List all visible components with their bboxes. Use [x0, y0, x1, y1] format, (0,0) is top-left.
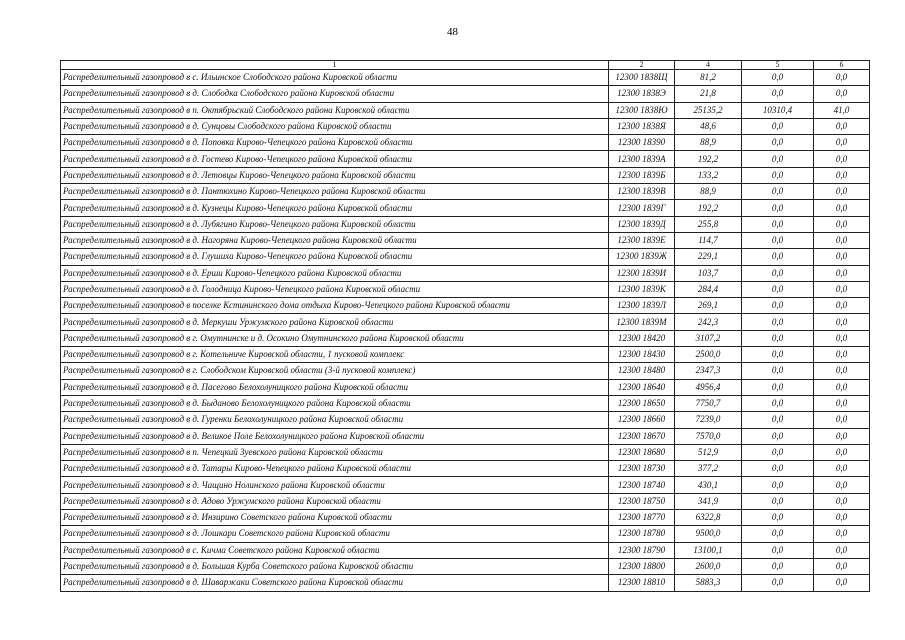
value-col4-cell: 48,6 — [675, 118, 742, 134]
table-row — [61, 314, 870, 330]
object-name-cell: Распределительный газопровод в д. Нагоряна Кирово-Чепецкого района Кировской области — [61, 232, 609, 248]
value-col4-cell: 88,9 — [675, 184, 742, 200]
column-header-4: 4 — [675, 61, 742, 70]
table-row — [61, 249, 870, 265]
object-name-cell: Распределительный газопровод в п. Чепецкий Зуевского района Кировской области — [61, 444, 609, 460]
value-col4-cell: 430,1 — [675, 477, 742, 493]
value-col4-cell: 229,1 — [675, 249, 742, 265]
object-code-cell: 12300 18790 — [609, 542, 675, 558]
object-name-cell: Распределительный газопровод в д. Лошкари Советского района Кировской области — [61, 526, 609, 542]
column-header-6: 6 — [814, 61, 870, 70]
value-col6-cell: 0,0 — [814, 412, 870, 428]
value-col5-cell: 0,0 — [742, 558, 814, 574]
table-row — [61, 575, 870, 591]
value-col5-cell: 0,0 — [742, 363, 814, 379]
value-col5-cell: 0,0 — [742, 461, 814, 477]
value-col6-cell: 0,0 — [814, 428, 870, 444]
table-row — [61, 395, 870, 411]
table-row — [61, 135, 870, 151]
table-row — [61, 330, 870, 346]
table-row — [61, 428, 870, 444]
value-col6-cell: 0,0 — [814, 298, 870, 314]
value-col4-cell: 103,7 — [675, 265, 742, 281]
object-name-cell: Распределительный газопровод в с. Ильинское Слободского района Кировской области — [61, 70, 609, 86]
object-code-cell: 12300 1838Э — [609, 86, 675, 102]
value-col6-cell: 0,0 — [814, 86, 870, 102]
object-code-cell: 12300 1839Л — [609, 298, 675, 314]
value-col6-cell: 0,0 — [814, 216, 870, 232]
value-col6-cell: 0,0 — [814, 265, 870, 281]
value-col5-cell: 0,0 — [742, 118, 814, 134]
value-col5-cell: 0,0 — [742, 232, 814, 248]
value-col6-cell: 0,0 — [814, 558, 870, 574]
table-row — [61, 118, 870, 134]
object-code-cell: 12300 1839В — [609, 184, 675, 200]
value-col6-cell: 0,0 — [814, 477, 870, 493]
table-row — [61, 477, 870, 493]
value-col5-cell: 0,0 — [742, 444, 814, 460]
object-code-cell: 12300 18670 — [609, 428, 675, 444]
object-code-cell: 12300 18740 — [609, 477, 675, 493]
value-col5-cell: 0,0 — [742, 184, 814, 200]
object-code-cell: 12300 1839И — [609, 265, 675, 281]
value-col5-cell: 0,0 — [742, 347, 814, 363]
object-name-cell: Распределительный газопровод в д. Лубягино Кирово-Чепецкого района Кировской области — [61, 216, 609, 232]
value-col4-cell: 255,8 — [675, 216, 742, 232]
value-col6-cell: 0,0 — [814, 70, 870, 86]
object-code-cell: 12300 18680 — [609, 444, 675, 460]
object-code-cell: 12300 18420 — [609, 330, 675, 346]
object-code-cell: 12300 1839Д — [609, 216, 675, 232]
value-col4-cell: 114,7 — [675, 232, 742, 248]
object-name-cell: Распределительный газопровод в д. Чащино Нолинского района Кировской области — [61, 477, 609, 493]
object-code-cell: 12300 18730 — [609, 461, 675, 477]
object-name-cell: Распределительный газопровод в поселке Кстининского дома отдыха Кирово-Чепецкого района Кировской области — [61, 298, 609, 314]
value-col4-cell: 242,3 — [675, 314, 742, 330]
value-col5-cell: 0,0 — [742, 395, 814, 411]
value-col6-cell: 0,0 — [814, 542, 870, 558]
object-name-cell: Распределительный газопровод в д. Большая Курба Советского района Кировской области — [61, 558, 609, 574]
table-row — [61, 86, 870, 102]
object-code-cell: 12300 18660 — [609, 412, 675, 428]
object-name-cell: Распределительный газопровод в д. Голодница Кирово-Чепецкого района Кировской области — [61, 281, 609, 297]
object-name-cell: Распределительный газопровод в д. Поповка Кирово-Чепецкого района Кировской области — [61, 135, 609, 151]
table-row — [61, 265, 870, 281]
value-col5-cell: 0,0 — [742, 493, 814, 509]
value-col5-cell: 0,0 — [742, 428, 814, 444]
value-col6-cell: 0,0 — [814, 395, 870, 411]
column-header-1: 1 — [61, 61, 609, 70]
value-col5-cell: 0,0 — [742, 314, 814, 330]
value-col5-cell: 0,0 — [742, 510, 814, 526]
object-code-cell: 12300 18650 — [609, 395, 675, 411]
value-col5-cell: 0,0 — [742, 86, 814, 102]
table-row — [61, 461, 870, 477]
table-row — [61, 102, 870, 118]
value-col5-cell: 0,0 — [742, 281, 814, 297]
value-col6-cell: 0,0 — [814, 379, 870, 395]
value-col4-cell: 7570,0 — [675, 428, 742, 444]
column-header-2: 2 — [609, 61, 675, 70]
table-row — [61, 510, 870, 526]
value-col4-cell: 192,2 — [675, 200, 742, 216]
value-col4-cell: 2600,0 — [675, 558, 742, 574]
object-code-cell: 12300 18750 — [609, 493, 675, 509]
object-name-cell: Распределительный газопровод в д. Пантюхино Кирово-Чепецкого района Кировской области — [61, 184, 609, 200]
value-col6-cell: 0,0 — [814, 200, 870, 216]
object-code-cell: 12300 1839Б — [609, 167, 675, 183]
table-row — [61, 379, 870, 395]
object-code-cell: 12300 18430 — [609, 347, 675, 363]
table-row — [61, 167, 870, 183]
object-name-cell: Распределительный газопровод в д. Инзирино Советского района Кировской области — [61, 510, 609, 526]
value-col4-cell: 3107,2 — [675, 330, 742, 346]
value-col4-cell: 7239,0 — [675, 412, 742, 428]
table-row — [61, 200, 870, 216]
object-code-cell: 12300 18780 — [609, 526, 675, 542]
value-col5-cell: 0,0 — [742, 526, 814, 542]
value-col4-cell: 9500,0 — [675, 526, 742, 542]
value-col6-cell: 0,0 — [814, 444, 870, 460]
value-col5-cell: 0,0 — [742, 151, 814, 167]
object-code-cell: 12300 1838Я — [609, 118, 675, 134]
value-col6-cell: 0,0 — [814, 232, 870, 248]
object-name-cell: Распределительный газопровод в д. Кузнецы Кирово-Чепецкого района Кировской области — [61, 200, 609, 216]
page-number: 48 — [447, 26, 458, 38]
table-row — [61, 151, 870, 167]
object-name-cell: Распределительный газопровод в с. Кичма Советского района Кировской области — [61, 542, 609, 558]
table-row — [61, 493, 870, 509]
object-code-cell: 12300 1839Ж — [609, 249, 675, 265]
value-col6-cell: 0,0 — [814, 281, 870, 297]
table-row — [61, 184, 870, 200]
object-name-cell: Распределительный газопровод в д. Быданово Белохолуницкого района Кировской области — [61, 395, 609, 411]
object-code-cell: 12300 1839Е — [609, 232, 675, 248]
object-name-cell: Распределительный газопровод в д. Пасегово Белохолуницкого района Кировской области — [61, 379, 609, 395]
value-col5-cell: 0,0 — [742, 70, 814, 86]
value-col6-cell: 0,0 — [814, 249, 870, 265]
object-code-cell: 12300 18770 — [609, 510, 675, 526]
table-row — [61, 70, 870, 86]
object-code-cell: 12300 1839К — [609, 281, 675, 297]
table-row — [61, 526, 870, 542]
value-col6-cell: 0,0 — [814, 167, 870, 183]
value-col6-cell: 0,0 — [814, 151, 870, 167]
object-code-cell: 12300 18810 — [609, 575, 675, 591]
table-row — [61, 558, 870, 574]
value-col4-cell: 269,1 — [675, 298, 742, 314]
value-col4-cell: 341,9 — [675, 493, 742, 509]
object-code-cell: 12300 1839А — [609, 151, 675, 167]
table-row — [61, 216, 870, 232]
value-col4-cell: 192,2 — [675, 151, 742, 167]
value-col4-cell: 2500,0 — [675, 347, 742, 363]
object-name-cell: Распределительный газопровод в д. Адово Уржумского района Кировской области — [61, 493, 609, 509]
value-col6-cell: 0,0 — [814, 363, 870, 379]
table-row — [61, 542, 870, 558]
value-col5-cell: 0,0 — [742, 412, 814, 428]
value-col6-cell: 0,0 — [814, 510, 870, 526]
value-col4-cell: 88,9 — [675, 135, 742, 151]
table-header-row — [61, 61, 870, 70]
value-col6-cell: 0,0 — [814, 118, 870, 134]
value-col5-cell: 0,0 — [742, 542, 814, 558]
value-col6-cell: 0,0 — [814, 314, 870, 330]
table-row — [61, 347, 870, 363]
value-col5-cell: 0,0 — [742, 575, 814, 591]
object-name-cell: Распределительный газопровод в д. Сунцовы Слободского района Кировской области — [61, 118, 609, 134]
object-name-cell: Распределительный газопровод в д. Великое Поле Белохолуницкого района Кировской области — [61, 428, 609, 444]
value-col4-cell: 2347,3 — [675, 363, 742, 379]
table-row — [61, 412, 870, 428]
value-col6-cell: 0,0 — [814, 493, 870, 509]
table-row — [61, 298, 870, 314]
value-col6-cell: 41,0 — [814, 102, 870, 118]
value-col6-cell: 0,0 — [814, 184, 870, 200]
object-code-cell: 12300 18640 — [609, 379, 675, 395]
value-col5-cell: 0,0 — [742, 298, 814, 314]
value-col4-cell: 81,2 — [675, 70, 742, 86]
object-name-cell: Распределительный газопровод в д. Ерши Кирово-Чепецкого района Кировской области — [61, 265, 609, 281]
gas-pipeline-table — [60, 60, 870, 592]
value-col4-cell: 7750,7 — [675, 395, 742, 411]
value-col4-cell: 13100,1 — [675, 542, 742, 558]
object-name-cell: Распределительный газопровод в д. Шаваржаки Советского района Кировской области — [61, 575, 609, 591]
object-name-cell: Распределительный газопровод в д. Меркуши Уржумского района Кировской области — [61, 314, 609, 330]
object-name-cell: Распределительный газопровод в д. Слободка Слободского района Кировской области — [61, 86, 609, 102]
object-name-cell: Распределительный газопровод в г. Котельниче Кировской области, 1 пусковой комплекс — [61, 347, 609, 363]
column-header-5: 5 — [742, 61, 814, 70]
object-code-cell: 12300 18800 — [609, 558, 675, 574]
table-row — [61, 281, 870, 297]
object-name-cell: Распределительный газопровод в п. Октябрьский Слободского района Кировской области — [61, 102, 609, 118]
object-code-cell: 12300 1838Ю — [609, 102, 675, 118]
value-col6-cell: 0,0 — [814, 575, 870, 591]
object-code-cell: 12300 1839М — [609, 314, 675, 330]
object-code-cell: 12300 1838Щ — [609, 70, 675, 86]
object-name-cell: Распределительный газопровод в д. Глушиха Кирово-Чепецкого района Кировской области — [61, 249, 609, 265]
object-code-cell: 12300 18390 — [609, 135, 675, 151]
value-col6-cell: 0,0 — [814, 461, 870, 477]
value-col4-cell: 133,2 — [675, 167, 742, 183]
object-name-cell: Распределительный газопровод в д. Гостево Кирово-Чепецкого района Кировской области — [61, 151, 609, 167]
object-code-cell: 12300 1839Г — [609, 200, 675, 216]
table-row — [61, 232, 870, 248]
value-col6-cell: 0,0 — [814, 347, 870, 363]
object-name-cell: Распределительный газопровод в д. Летовцы Кирово-Чепецкого района Кировской области — [61, 167, 609, 183]
table-row — [61, 444, 870, 460]
object-name-cell: Распределительный газопровод в д. Гуренки Белохолуницкого района Кировской области — [61, 412, 609, 428]
value-col4-cell: 4956,4 — [675, 379, 742, 395]
value-col4-cell: 512,9 — [675, 444, 742, 460]
value-col5-cell: 0,0 — [742, 167, 814, 183]
object-code-cell: 12300 18480 — [609, 363, 675, 379]
value-col5-cell: 0,0 — [742, 249, 814, 265]
value-col6-cell: 0,0 — [814, 526, 870, 542]
value-col5-cell: 10310,4 — [742, 102, 814, 118]
value-col5-cell: 0,0 — [742, 135, 814, 151]
value-col6-cell: 0,0 — [814, 135, 870, 151]
value-col4-cell: 6322,8 — [675, 510, 742, 526]
object-name-cell: Распределительный газопровод в г. Слободском Кировской области (3-й пусковой комплекс) — [61, 363, 609, 379]
value-col5-cell: 0,0 — [742, 477, 814, 493]
value-col6-cell: 0,0 — [814, 330, 870, 346]
value-col4-cell: 21,8 — [675, 86, 742, 102]
value-col5-cell: 0,0 — [742, 379, 814, 395]
value-col4-cell: 5883,3 — [675, 575, 742, 591]
value-col5-cell: 0,0 — [742, 200, 814, 216]
value-col4-cell: 25135,2 — [675, 102, 742, 118]
object-name-cell: Распределительный газопровод в д. Татары Кирово-Чепецкого района Кировской области — [61, 461, 609, 477]
object-name-cell: Распределительный газопровод в г. Омутнинске и д. Осокино Омутнинского района Кировской области — [61, 330, 609, 346]
value-col4-cell: 377,2 — [675, 461, 742, 477]
value-col5-cell: 0,0 — [742, 216, 814, 232]
value-col5-cell: 0,0 — [742, 265, 814, 281]
value-col4-cell: 284,4 — [675, 281, 742, 297]
value-col5-cell: 0,0 — [742, 330, 814, 346]
table-row — [61, 363, 870, 379]
